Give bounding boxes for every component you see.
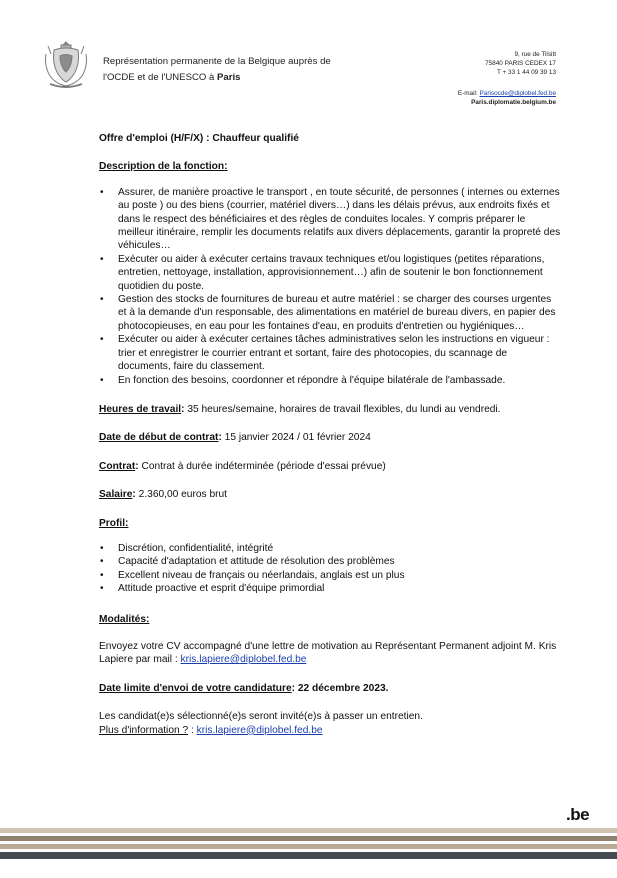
footer-stripe-light: [0, 828, 617, 833]
contact-email-link[interactable]: Parisocde@diplobel.fed.be: [479, 90, 556, 97]
postal-address: [485, 50, 556, 77]
address-line: T + 33 1 44 09 39 13: [496, 69, 556, 76]
belgian-crest-icon: [40, 36, 92, 92]
modalities-text: Envoyez votre CV accompagné d'une lettre de motivation au Représentant Permanent adjoint M. Kris Lapiere par mail : kris.lapiere@diplobel.fed.be: [99, 640, 557, 666]
list-item: • Assurer, de manière proactive le transport , en toute sécurité, de personnes ( internes ou externes au poste ) ou des biens (courrier, matériel divers…) dans les délais prévus, aux endroits fixés et dans le respect des bénéficiaires et des règles de conduites locales. Y compris préparer le meilleur itinéraire, remplir les documents relatifs aux divers déplacements, garantir la propreté des véhicules…: [118, 186, 561, 253]
application-email-link[interactable]: kris.lapiere@diplobel.fed.be: [180, 654, 307, 666]
description-list: [99, 186, 561, 387]
salary-section: Salaire: 2.360,00 euros brut: [99, 489, 228, 501]
page-title: Offre d'emploi (H/F/X) : Chauffeur qualifié: [99, 133, 299, 144]
list-item: • Gestion des stocks de fournitures de bureau et autre matériel : se charger des courses urgentes et à la demande d'un responsable, des alimentations en matériel de bureau divers, en papier des photocopieuses, en eau pour les fontaines d'eau, en produits d'entretien ou hygiéniques…: [118, 293, 561, 333]
list-item: • Attitude proactive et esprit d'équipe primordial: [118, 582, 561, 595]
list-item: • Capacité d'adaptation et attitude de résolution des problèmes: [118, 555, 561, 568]
list-item: • Exécuter ou aider à exécuter certaines tâches administratives selon les instructions en vigueur : trier et enregistrer le courrier entrant et sortant, faire des photocopies, du scannage de documents, faire du classement.: [118, 333, 561, 373]
email-line: E-mail: Parisocde@diplobel.fed.be: [457, 90, 556, 97]
profile-heading: Profil:: [99, 517, 129, 529]
list-item: • Exécuter ou aider à exécuter certains travaux techniques et/ou logistiques (petites réparations, entretien, nettoyage, installation, approvisionnement…) afin de soutenir le bon fonctionnement quotidien du poste.: [118, 253, 561, 293]
website-link[interactable]: Paris.diplomatie.belgium.be: [471, 99, 556, 106]
profile-list: [99, 542, 561, 596]
contract-section: Contrat: Contrat à durée indéterminée (période d'essai prévue): [99, 460, 386, 472]
start-date-section: Date de début de contrat: 15 janvier 2024 / 01 février 2024: [99, 432, 371, 444]
deadline-section: Date limite d'envoi de votre candidature: 22 décembre 2023.: [99, 682, 389, 694]
footer-stripe-dark: [0, 852, 617, 859]
more-info-line: Plus d'information ? : kris.lapiere@diplobel.fed.be: [99, 724, 323, 736]
list-item: • Excellent niveau de français ou néerlandais, anglais est un plus: [118, 569, 561, 582]
info-email-link[interactable]: kris.lapiere@diplobel.fed.be: [196, 724, 323, 736]
document-body: [99, 132, 561, 737]
contact-info: [458, 89, 556, 107]
footer-stripe-tan: [0, 844, 617, 849]
footer-stripe-mid: [0, 836, 617, 841]
organization-name: [103, 54, 363, 86]
address-line: 9, rue de Tilsitt: [514, 51, 556, 58]
org-city: Paris: [217, 72, 241, 83]
modalities-heading: Modalités:: [99, 613, 150, 625]
address-line: 75840 PARIS CEDEX 17: [485, 60, 556, 67]
list-item: • Discrétion, confidentialité, intégrité: [118, 542, 561, 555]
be-logo: .be: [566, 805, 590, 824]
org-line-1: Représentation permanente de la Belgique auprès de: [103, 56, 331, 67]
description-heading: Description de la fonction:: [99, 161, 228, 173]
org-line-2: l'OCDE et de l'UNESCO à Paris: [103, 72, 241, 83]
list-item: • En fonction des besoins, coordonner et répondre à l'équipe bilatérale de l'ambassade.: [118, 374, 561, 387]
closing-text: Les candidat(e)s sélectionné(e)s seront invité(e)s à passer un entretien.: [99, 711, 423, 723]
hours-section: Heures de travail: 35 heures/semaine, horaires de travail flexibles, du lundi au vendredi.: [99, 403, 501, 415]
